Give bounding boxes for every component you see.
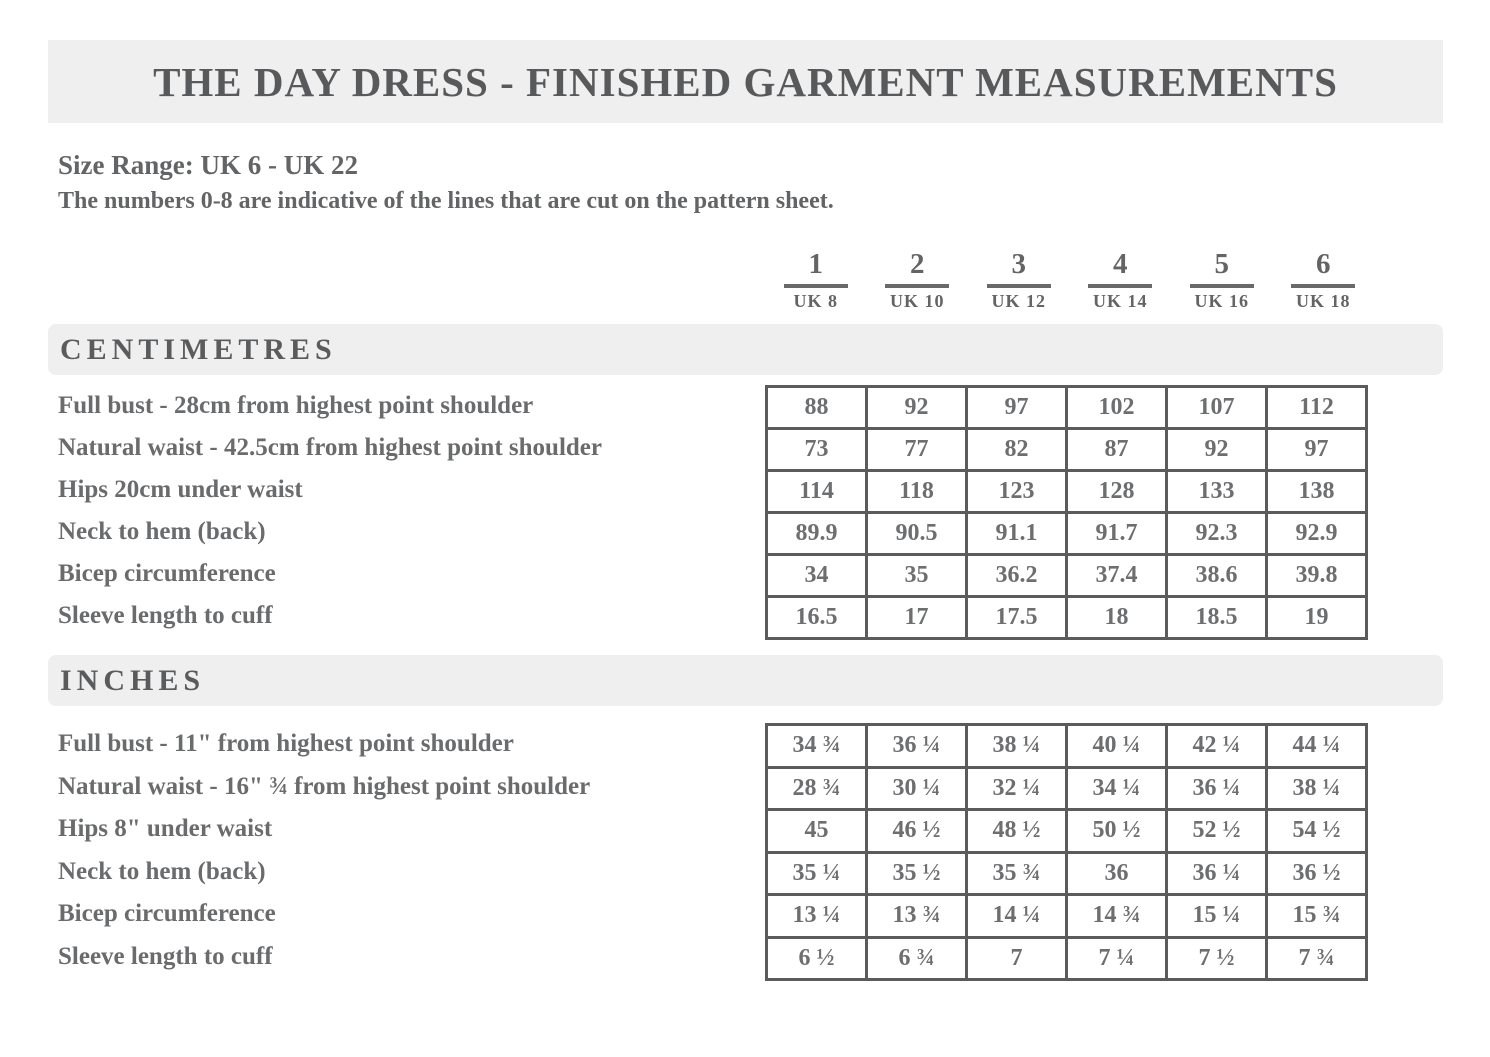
measurement-cell: 45 — [767, 810, 867, 853]
measurement-row-label: Bicep circumference — [58, 900, 276, 928]
measurement-cell: 97 — [967, 387, 1067, 429]
table-row — [767, 471, 1367, 513]
measurement-cell: 19 — [1267, 597, 1367, 639]
measurement-cell: 35 ¾ — [967, 852, 1067, 895]
measurement-cell: 28 ¾ — [767, 767, 867, 810]
measurement-row-label: Natural waist - 16" ¾ from highest point shoulder — [58, 772, 591, 800]
size-number: 4 — [1113, 248, 1128, 280]
measurement-cell: 38.6 — [1167, 555, 1267, 597]
measurement-cell: 35 ¼ — [767, 852, 867, 895]
measurement-cell: 13 ¼ — [767, 895, 867, 938]
measurement-cell: 114 — [767, 471, 867, 513]
measurement-cell: 52 ½ — [1167, 810, 1267, 853]
measurement-cell: 34 — [767, 555, 867, 597]
measurement-cell: 36 ¼ — [1167, 852, 1267, 895]
measurement-cell: 35 — [867, 555, 967, 597]
measurement-cell: 54 ½ — [1267, 810, 1367, 853]
measurement-row-label: Sleeve length to cuff — [58, 942, 273, 970]
section-heading-inches: INCHES — [60, 663, 206, 697]
measurement-cell: 36 — [1067, 852, 1167, 895]
measurement-row-label: Bicep circumference — [58, 560, 276, 587]
measurement-cell: 40 ¼ — [1067, 725, 1167, 768]
measurement-cell: 48 ½ — [967, 810, 1067, 853]
size-header-underline — [987, 284, 1051, 288]
section-bar-inches — [48, 655, 1443, 706]
measurement-cell: 123 — [967, 471, 1067, 513]
measurement-row-label: Full bust - 11" from highest point shoulder — [58, 730, 514, 758]
measurement-cell: 44 ¼ — [1267, 725, 1367, 768]
uk-size-label: UK 8 — [793, 291, 838, 311]
measurement-cell: 42 ¼ — [1167, 725, 1267, 768]
measurement-cell: 18 — [1067, 597, 1167, 639]
measurement-cell: 92.9 — [1267, 513, 1367, 555]
measurement-cell: 7 ¼ — [1067, 937, 1167, 980]
title-bar — [48, 40, 1443, 123]
measurement-cell: 92.3 — [1167, 513, 1267, 555]
size-number: 6 — [1316, 248, 1331, 280]
inches-row-labels — [58, 723, 758, 978]
size-header-underline — [885, 284, 949, 288]
page-title: THE DAY DRESS - FINISHED GARMENT MEASUREMENTS — [153, 58, 1338, 105]
centimetres-table — [765, 385, 1368, 640]
size-number: 5 — [1214, 248, 1229, 280]
measurement-row-label: Hips 20cm under waist — [58, 476, 303, 503]
table-row — [767, 937, 1367, 980]
measurement-cell: 87 — [1067, 429, 1167, 471]
size-header-1 — [765, 250, 867, 312]
measurement-cell: 36 ¼ — [867, 725, 967, 768]
measurement-cell: 38 ¼ — [967, 725, 1067, 768]
measurement-row-label: Full bust - 28cm from highest point shoulder — [58, 392, 534, 419]
uk-size-label: UK 16 — [1194, 291, 1249, 311]
size-header-underline — [1088, 284, 1152, 288]
measurement-cell: 112 — [1267, 387, 1367, 429]
measurement-cell: 90.5 — [867, 513, 967, 555]
measurement-cell: 18.5 — [1167, 597, 1267, 639]
measurement-cell: 89.9 — [767, 513, 867, 555]
measurement-cell: 36.2 — [967, 555, 1067, 597]
measurement-cell: 34 ¾ — [767, 725, 867, 768]
measurement-cell: 30 ¼ — [867, 767, 967, 810]
table-row — [767, 597, 1367, 639]
table-row — [767, 429, 1367, 471]
measurement-cell: 39.8 — [1267, 555, 1367, 597]
size-range-heading: Size Range: UK 6 - UK 22 — [58, 150, 358, 180]
size-header-underline — [1190, 284, 1254, 288]
measurement-row-label: Neck to hem (back) — [58, 857, 266, 885]
table-row — [767, 555, 1367, 597]
inches-table — [765, 723, 1368, 981]
measurement-cell: 35 ½ — [867, 852, 967, 895]
measurement-cell: 91.7 — [1067, 513, 1167, 555]
measurement-cell: 7 — [967, 937, 1067, 980]
measurement-cell: 73 — [767, 429, 867, 471]
uk-size-label: UK 12 — [991, 291, 1046, 311]
intro-block — [58, 150, 834, 215]
size-header-underline — [1291, 284, 1355, 288]
measurement-cell: 37.4 — [1067, 555, 1167, 597]
size-range-note: The numbers 0-8 are indicative of the lines that are cut on the pattern sheet. — [58, 188, 834, 214]
measurement-cell: 92 — [867, 387, 967, 429]
size-number: 1 — [808, 248, 823, 280]
size-column-headers — [765, 250, 1374, 312]
measurement-cell: 77 — [867, 429, 967, 471]
measurement-cell: 92 — [1167, 429, 1267, 471]
measurement-cell: 91.1 — [967, 513, 1067, 555]
size-header-3 — [968, 250, 1070, 312]
table-row — [767, 725, 1367, 768]
measurement-cell: 107 — [1167, 387, 1267, 429]
measurement-cell: 88 — [767, 387, 867, 429]
measurement-cell: 16.5 — [767, 597, 867, 639]
measurement-cell: 32 ¼ — [967, 767, 1067, 810]
measurement-cell: 34 ¼ — [1067, 767, 1167, 810]
size-header-5 — [1171, 250, 1273, 312]
uk-size-label: UK 10 — [890, 291, 945, 311]
measurement-cell: 17 — [867, 597, 967, 639]
table-row — [767, 387, 1367, 429]
measurement-cell: 133 — [1167, 471, 1267, 513]
measurement-cell: 13 ¾ — [867, 895, 967, 938]
measurement-cell: 36 ¼ — [1167, 767, 1267, 810]
table-row — [767, 895, 1367, 938]
uk-size-label: UK 18 — [1296, 291, 1351, 311]
measurement-cell: 82 — [967, 429, 1067, 471]
measurement-cell: 97 — [1267, 429, 1367, 471]
table-row — [767, 852, 1367, 895]
section-heading-centimetres: CENTIMETRES — [60, 332, 337, 366]
centimetres-row-labels — [58, 385, 758, 637]
measurement-row-label: Hips 8" under waist — [58, 815, 273, 843]
measurement-cell: 7 ¾ — [1267, 937, 1367, 980]
size-header-underline — [784, 284, 848, 288]
size-number: 3 — [1011, 248, 1026, 280]
section-bar-centimetres — [48, 324, 1443, 375]
measurement-cell: 46 ½ — [867, 810, 967, 853]
measurement-cell: 118 — [867, 471, 967, 513]
measurement-cell: 15 ¼ — [1167, 895, 1267, 938]
size-header-6 — [1273, 250, 1375, 312]
measurement-cell: 50 ½ — [1067, 810, 1167, 853]
measurement-cell: 102 — [1067, 387, 1167, 429]
measurement-cell: 36 ½ — [1267, 852, 1367, 895]
measurement-cell: 7 ½ — [1167, 937, 1267, 980]
uk-size-label: UK 14 — [1093, 291, 1148, 311]
measurement-cell: 15 ¾ — [1267, 895, 1367, 938]
size-header-4 — [1070, 250, 1172, 312]
size-number: 2 — [910, 248, 925, 280]
measurement-cell: 128 — [1067, 471, 1167, 513]
measurement-cell: 38 ¼ — [1267, 767, 1367, 810]
table-row — [767, 810, 1367, 853]
measurement-row-label: Neck to hem (back) — [58, 518, 266, 545]
measurement-cell: 17.5 — [967, 597, 1067, 639]
size-header-2 — [867, 250, 969, 312]
table-row — [767, 513, 1367, 555]
table-row — [767, 767, 1367, 810]
measurement-cell: 6 ¾ — [867, 937, 967, 980]
measurement-cell: 138 — [1267, 471, 1367, 513]
measurement-cell: 6 ½ — [767, 937, 867, 980]
measurement-row-label: Sleeve length to cuff — [58, 602, 273, 629]
measurement-cell: 14 ¾ — [1067, 895, 1167, 938]
measurement-row-label: Natural waist - 42.5cm from highest point shoulder — [58, 434, 602, 461]
measurement-cell: 14 ¼ — [967, 895, 1067, 938]
